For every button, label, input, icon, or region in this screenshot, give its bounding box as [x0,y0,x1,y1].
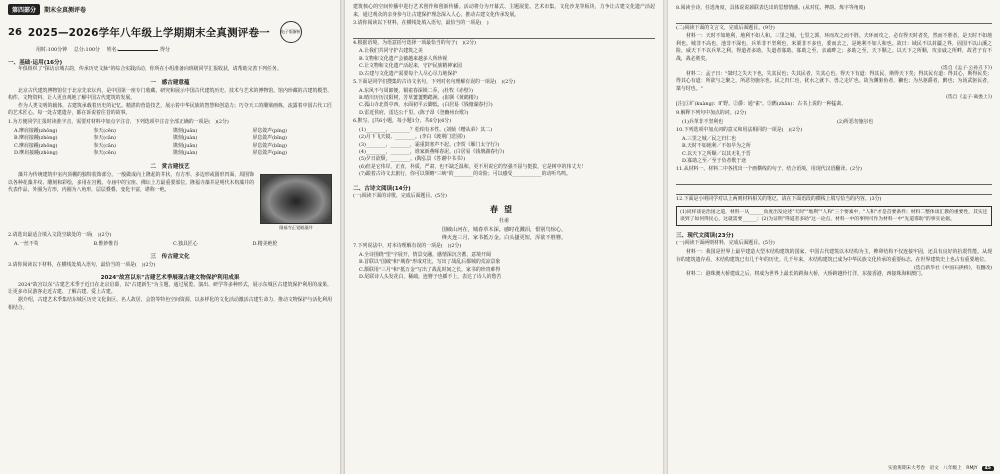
q7-option-b[interactable]: B.首联以"国破"和"城春"形成对比，写出了战乱后都城的荒凉景象 [359,259,501,266]
option-part: 屏息敛声(bǐng) [252,135,287,142]
question-10: 10.下列选项中加点词的意义和用法相同的一项是( )(2分) [676,127,803,134]
q1-option-d: D.摩肩接踵(zhòng) [14,150,58,157]
q4-option-a[interactable]: A.让我们共同守护古建筑之美 [359,48,423,55]
dictation-item[interactable]: (3)________，________，霜重鼓寒声不起。(李贺《雁门太守行》) [359,141,500,148]
q1-option-a: A.摩肩接踵(zhǒng) [14,127,58,134]
dictation-item[interactable]: (4)________，________，谁家新燕啄春泥。(白居易《钱塘湖春行》) [359,149,505,156]
exam-title: 2025—2026学年八年级上学期期末全真测评卷一 [27,26,270,39]
classical-text-2: 材料二：孟子曰："桀纣之失天下也，失其民也；失其民者，失其心也。得天下有道：得其民，斯得天下矣；得其民有道：得其心，斯得民矣；得其心有道：所欲与之聚之，所恶勿施尔也。民之归仁也，犹水之就下、兽之走圹也。故为渊驱鱼者，獭也；为丛驱爵者，鹯也；为汤武驱民者，桀与纣也。" [676,70,992,92]
q9-item[interactable]: (2)所恶勿施尔也 [837,118,874,125]
modern-text-2: 材料二：港珠澳大桥建成之后，将成为世界上最长的跨海大桥，大桥跨越伶仃洋，东接香港，西接珠海和澳门。 [686,271,926,278]
answer-lines[interactable] [676,14,992,24]
option-part: 镌刻(juān) [173,142,198,149]
q7-option-c[interactable]: C.颔联用"三月"和"抵万金"写出了战乱时间之长，家书的珍贵难得 [359,266,501,273]
q10-option-c[interactable]: C.以天下之所顺／以其无礼于晋 [682,150,751,157]
source-note: (选自新华社《中国石拱桥》，有删改) [913,266,992,272]
poem-title: 春望 [490,205,518,215]
section-heading: 二、古诗文阅读(14分) [353,185,411,192]
subsection-heading: (二)阅读下面的文言文，完成后面题目。(9分) [676,24,775,31]
question-9: 9.解释下列句中加点的词。(2分) [676,109,747,116]
page-number: 45 [982,466,994,471]
sub-heading: 三 传古建文化 [150,254,190,261]
source-note: (选自《孟子·离娄上》) [945,95,992,101]
option-part: 屏息敛声(bǐng) [252,142,287,149]
q10-option-d[interactable]: D.寡助之至／至于负者歌于途 [682,157,746,164]
poem-line: 烽火连三月，家书抵万金。白头搔更短，浑欲不胜簪。 [441,235,567,242]
section-intro: 年俱组织了"探访京城古韵，传承历史文脉"的综合实践活动，你所在小组准备向班级同学汇报收获，请帮助完善下列任务。 [18,66,282,72]
exam-number: 26 [8,26,22,38]
passage-continued: 建筑核心的空间传播中进行艺术创作和创新传播。活动将分为开幕式、主题展览、艺术市集、文化沙龙等板块，力争让古建文化遗产活起来，通过观众的亲身参与让古建保护理念深入人心，推动古建文化传承发展。 [353,4,655,18]
name-blank[interactable] [118,50,158,51]
middle-page [345,0,663,474]
question-12: 12.下面是小明同学对以上两则材料相关的笔记，请在下面语段的横线上填写恰当的内容。(3分) [676,195,882,202]
left-page [0,0,340,474]
question-7: 7.下列说法中，对本诗理解有误的一项是( )(2分) [353,243,462,250]
q4-option-b[interactable]: B.文物和文化遗产会被越来越多人所珍视 [359,55,448,62]
option-part: 屏息敛声(píng) [252,127,287,134]
dictation-item[interactable]: (2)月下飞天镜，________。(李白《渡荆门送别》) [359,134,466,141]
q5-option-d[interactable]: D.雷近侯府，雷达公千里。(陈子昂《登幽州台歌》) [359,109,469,116]
sub-heading: 二 赏古建技艺 [150,163,190,170]
part-header [8,4,332,15]
news-title: 2024"故宫以东"古建艺术季展现古建文物保护利用成果 [100,274,240,281]
exam-title-row [8,21,332,43]
footer-text: 实验班期末大考卷 语文 八年级上 RMJY [888,466,978,471]
question-4: 4.根据语境，为语意括号选择一项最恰当的句子( )(2分) [353,39,477,46]
q7-option-d[interactable]: D.尾联诗人头发花白，稀疏，连簪子也插不上，表达了诗人的愁苦 [359,274,502,281]
passage-paragraph: 藻井为传统建筑中室内顶棚的独特装饰部分。一般做成向上隆起的井状，有方形、多边形或圆形凹面，周围饰以各种花藻井纹、雕刻和彩绘，多用在宫殿、寺庙中的宝座、佛坛上方最重要部位。隆福寺藻井是明代木构藻井的代表作品，外圈为方形，内圈为八角形，层层叠叠，变化丰富，堪称一绝。 [8,171,254,194]
q1-option-row[interactable] [8,150,332,158]
right-page [668,0,1000,474]
question-1: 1.为方便同学汇报时读准字音，需要对材料中加点字注音，下列选项中注音全部正确的一项是( )(2分) [8,118,229,125]
q2-options [8,241,332,249]
passage-paragraph: 北京古代建筑博物馆位于北京先农坛内，是中国第一座专门收藏、研究和展示中国古代建筑历史、技术与艺术的博物馆。馆内珍藏的古建筑模型、构件、文物资料，让人更直观地了解中国古代建筑的发展。 [8,87,332,102]
photo-caption: 隆福寺正觉殿藻井 [279,224,313,230]
option-part: 屏息敛声(píng) [252,150,287,157]
caisson-ceiling-photo [260,174,332,224]
q10-option-b[interactable]: B.天时不如地利／不如早为之所 [682,143,751,150]
dictation-item[interactable]: (5)夕日欲颓，________。(陶弘景《答谢中书书》) [359,156,466,163]
notes-box[interactable]: (1)同样谈论治国之道，材料一从______角度出发论述"天时""地利""人和"三个要素中，"人和"才是首要条件；材料二整体谈汇教的重要性，其实还谈到了如何得民心，这就需要______；(2)为证明"得道者多助"这一论点，材料一中的事例可作为材料一中"先道寡助"的事实论据。 [676,206,992,227]
name-label: 姓名: [106,47,119,53]
subsection-heading: (一)阅读下面的诗歌，完成后面题目。(5分) [353,192,447,199]
q7-option-a[interactable]: A.全诗围绕"望"字展开，情景交融，感情深沉含蓄，意境开阔 [359,251,491,258]
question-11: 11.从材料一、材料二中各找出一个画横线的句子，结合语境，用现代汉语翻译。(2分) [676,166,862,173]
q4-option-c[interactable]: C.让文物和文化遗产活起来，守护民族精神家园 [359,63,462,70]
dictation-item[interactable]: (6)但是它伟岸，正直，朴质，严肃，也不缺乏温和，更不用说它的坚强不屈与挺拔，它是树中的伟丈夫！ [359,163,587,170]
passage-with-photo [8,172,332,231]
total-score: 总分:100分 [73,47,101,53]
seal-text: 电子版解析 [280,29,301,34]
seal-label: 得分 [159,47,170,53]
poem-author: 杜甫 [498,218,509,225]
q1-option-b: B.摩肩接踵(zhòng) [14,135,58,142]
modern-text-1: 材料一：我国是世界上最早建造大型木结构建筑的国家，中国古代建筑以木结构为主，榫卯结构不仅连接牢固，还具有良好的抗震性能。从现存的建筑遗存看，木结构建筑已有几千年的历史。几千年来，木结构建筑已成为中华民族文化传承的重要标志，在世界建筑史上也占有重要地位。 [676,248,992,263]
q10-option-a[interactable]: A.三里之城／民之归仁也 [682,135,736,142]
subsection-heading: (一)阅读下面两则材料，完成后面题目。(5分) [676,240,775,247]
q2-option-d[interactable]: D.精美绝伦 [252,240,278,247]
section-heading: 三、现代文阅读(23分) [676,233,734,240]
q5-option-a[interactable]: A.东风不与周郎便，铜雀春深锁二乔。(杜牧《赤壁》) [359,87,474,94]
q2-option-c[interactable]: C.独具匠心 [173,240,198,247]
dictation-item[interactable]: (7)跟着古诗文去旅行，你可以领略"三峡"的________的奇险；可以感受____________的动听鸟鸣。 [359,171,571,178]
option-part: 参天(cān) [93,135,116,142]
q2-option-a[interactable]: A.一丝不苟 [14,240,39,247]
q2-option-b[interactable]: B.惟妙惟肖 [93,240,119,247]
passage-paragraph: 据介绍，古建艺术季集结东城区历史文化街区、名人故居、会馆等特色空间资源，以多样化的文化活动激活古建生命力，推动文物保护与活化利用相结合。 [8,296,332,311]
time-limit: 用时:100分钟 [36,47,68,53]
section-heading: 一、基础·运用(16分) [8,60,63,66]
question-3-label: 3.请你阅读以下材料，在横线处填入语句，最恰当的一项是( ) [353,20,489,27]
classical-text-1: 材料一：天时不如地利，地利不如人和。三里之城，七里之郭，环而攻之而不胜。夫环而攻之，必有得天时者矣，然而不胜者，是天时不如地利也。城非不高也，池非不深也，兵革非不坚利也，米粟非不多也，委而去之，是地利不如人和也。故曰：域民不以封疆之界，固国不以山溪之险，威天下不以兵革之利。得道者多助，失道者寡助。寡助之至，亲戚畔之；多助之至，天下顺之。以天下之所顺，攻亲戚之所畔，故君子有不战，战必胜矣。 [676,33,992,62]
q1-option-c: C.摩肩接踵(zhǒng) [14,142,58,149]
q9-item[interactable]: (1)兵革非不坚利也 [682,118,724,125]
option-part: 镌刻(juàn) [173,135,198,142]
option-part: 镌刻(juān) [173,127,198,134]
q9-items [676,119,992,127]
option-part: 参天(cēn) [93,150,116,157]
q1-option-row[interactable] [8,135,332,143]
passage-paragraph: 2024"故宫以东"古建艺术季于近日在北京启幕，以"古建新生"为主题，通过展览、演出、研学等多种形式，展示东城区古建筑保护利用的成果，让更多市民游客走近古建、了解古建、爱上古建。 [8,281,332,296]
exam-meta [36,46,332,53]
question-5: 5.下面是同学们搜集的古诗文名句，下列对名句理解有误的一项是( )(2分) [353,79,516,85]
passage-paragraph: 作为人类文明的载体，古建筑承载着历史的记忆。精湛的营造技艺，展示着中华民族的智慧和创造力；巧夺天工的雕梁画栋，流露着中国古代工匠的艺术匠心。每一处古建遗存，都在诉说着往昔的故事。 [8,102,332,117]
option-part: 镌刻(juàn) [173,150,198,157]
q4-option-d[interactable]: D.古建与文化遗产需要每个人尽心尽力地保护 [359,70,458,77]
answer-lines[interactable] [676,175,992,195]
sub-heading: 一 感古建意蕴 [150,79,190,86]
dictation-item[interactable]: (1)________，________？松柏有本性。(刘桢《赠从弟》其二) [359,126,493,133]
question-8: 8.阅读全诗，任选角度，具体说说颈联表达出的思想情感。(从对仗、押韵、炼字等角度) [676,5,866,11]
part-title: 期末全真测评卷 [44,7,87,14]
photo-figure [260,172,332,231]
qr-seal-icon[interactable] [280,21,302,43]
question-6: 6.默写。[共6小题，每小题1分，共6分](6分) [353,118,452,125]
q5-option-b[interactable]: B.晴川历历汉阳树，芳草萋萋鹦鹉洲。(崔颢《黄鹤楼》) [359,95,479,101]
question-2: 2.请选出最适合填入文段空缺处的一项( )(2分) [8,231,112,238]
page-footer [888,465,994,471]
source-note: (选自《孟子·公孙丑下》) [941,65,992,71]
poem-line: 国破山河在，城春草木深。感时花溅泪，恨别鸟惊心。 [441,227,567,234]
annotation-note: [注]①圹(kuàng)：旷野。②爵：通"雀"。③鹯(zhān)：古书上说的一种猛禽。 [676,101,847,108]
part-badge: 第四部分 [8,4,40,15]
option-part: 参天(cēn) [93,127,116,134]
option-part: 参天(cān) [93,142,116,149]
question-3: 3.请你阅读以下材料，在横线处填入语句，最恰当的一项是( )(2分) [8,262,156,269]
answer-lines[interactable] [353,29,655,39]
q5-option-c[interactable]: C.孤山寺北贾亭西，水面初平云脚低。(白居易《钱塘湖春行》) [359,102,493,109]
